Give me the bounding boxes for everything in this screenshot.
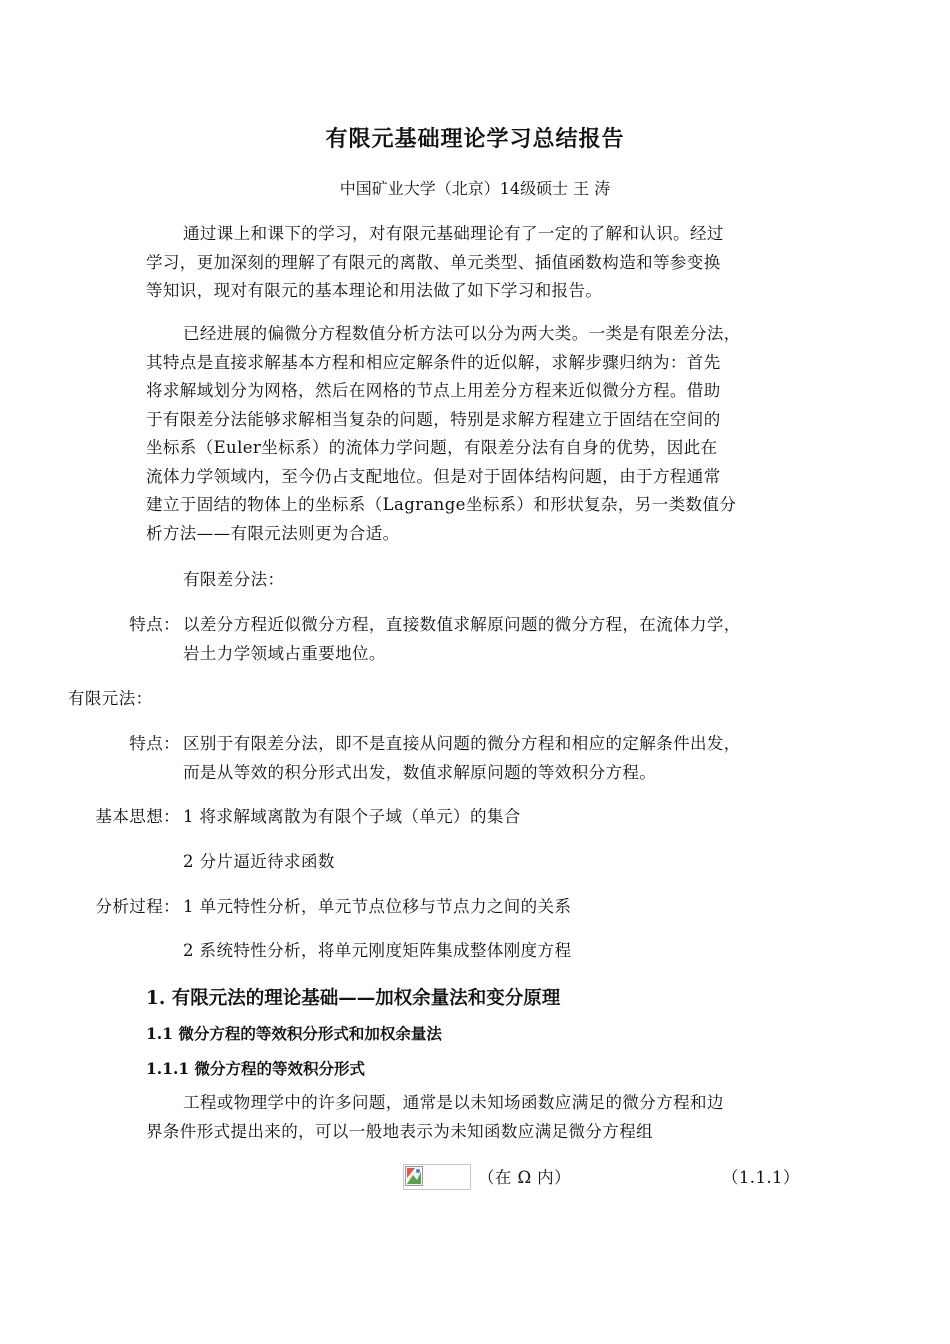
document-subtitle: 中国矿业大学（北京）14级硕士 王 涛 xyxy=(339,179,611,198)
paragraph-line: 建立于固结的物体上的坐标系（Lagrange坐标系）和形状复杂，另一类数值分 xyxy=(146,495,737,514)
paragraph-line: 而是从等效的积分形式出发，数值求解原问题的等效积分方程。 xyxy=(183,762,657,782)
paragraph-line: 已经进展的偏微分方程数值分析方法可以分为两大类。一类是有限差分法， xyxy=(183,324,741,343)
paragraph-line: 于有限差分法能够求解相当复杂的问题，特别是求解方程建立于固结在空间的 xyxy=(146,409,721,429)
paragraph-line: 其特点是直接求解基本方程和相应定解条件的近似解，求解步骤归纳为：首先 xyxy=(146,352,721,372)
problem-paragraph xyxy=(146,1089,724,1146)
basic-idea-label: 基本思想： xyxy=(95,807,180,826)
fdm-feature-label: 特点： xyxy=(129,615,180,634)
fem-heading: 有限元法： xyxy=(68,689,153,708)
equation-number: （1.1.1） xyxy=(722,1168,800,1187)
section-heading-1-1-1: 1.1.1 微分方程的等效积分形式 xyxy=(146,1059,366,1078)
analysis-item: 2 系统特性分析，将单元刚度矩阵集成整体刚度方程 xyxy=(183,941,572,960)
fdm-feature-text xyxy=(183,611,741,668)
section-heading-1: 1. 有限元法的理论基础——加权余量法和变分原理 xyxy=(146,988,561,1009)
intro-paragraph xyxy=(146,220,724,306)
methods-paragraph xyxy=(146,320,741,548)
fdm-heading: 有限差分法： xyxy=(183,570,285,589)
paragraph-line: 学习，更加深刻的理解了有限元的离散、单元类型、插值函数构造和等参变换 xyxy=(146,252,721,272)
paragraph-line: 流体力学领域内，至今仍占支配地位。但是对于固体结构问题，由于方程通常 xyxy=(146,466,721,486)
paragraph-line: 区别于有限差分法，即不是直接从问题的微分方程和相应的定解条件出发， xyxy=(183,734,741,753)
paragraph-line: 工程或物理学中的许多问题，通常是以未知场函数应满足的微分方程和边 xyxy=(183,1093,724,1112)
paragraph-line: 将求解域划分为网格，然后在网格的节点上用差分方程来近似微分方程。借助 xyxy=(146,381,721,400)
paragraph-line: 通过课上和课下的学习，对有限元基础理论有了一定的了解和认识。经过 xyxy=(183,224,724,243)
fem-feature-label: 特点： xyxy=(129,734,180,753)
analysis-item: 1 单元特性分析，单元节点位移与节点力之间的关系 xyxy=(183,897,572,916)
broken-image-icon xyxy=(405,1166,423,1186)
paragraph-line: 以差分方程近似微分方程，直接数值求解原问题的微分方程，在流体力学， xyxy=(183,615,741,634)
section-heading-1-1: 1.1 微分方程的等效积分形式和加权余量法 xyxy=(146,1024,442,1043)
paragraph-line: 界条件形式提出来的，可以一般地表示为未知函数应满足微分方程组 xyxy=(146,1121,653,1141)
paragraph-line: 等知识，现对有限元的基本理论和用法做了如下学习和报告。 xyxy=(146,281,603,300)
equation-condition: （在 Ω 内） xyxy=(478,1168,571,1187)
document-title: 有限元基础理论学习总结报告 xyxy=(325,126,625,152)
paragraph-line: 岩土力学领域占重要地位。 xyxy=(183,643,386,663)
basic-idea-item: 2 分片逼近待求函数 xyxy=(183,852,335,871)
fem-feature-text xyxy=(183,730,741,787)
analysis-label: 分析过程： xyxy=(95,897,180,916)
paragraph-line: 析方法——有限元法则更为合适。 xyxy=(146,523,400,543)
basic-idea-item: 1 将求解域离散为有限个子域（单元）的集合 xyxy=(183,807,521,826)
equation-image-placeholder xyxy=(403,1164,471,1190)
paragraph-line: 坐标系（Euler坐标系）的流体力学问题，有限差分法有自身的优势，因此在 xyxy=(146,438,718,457)
